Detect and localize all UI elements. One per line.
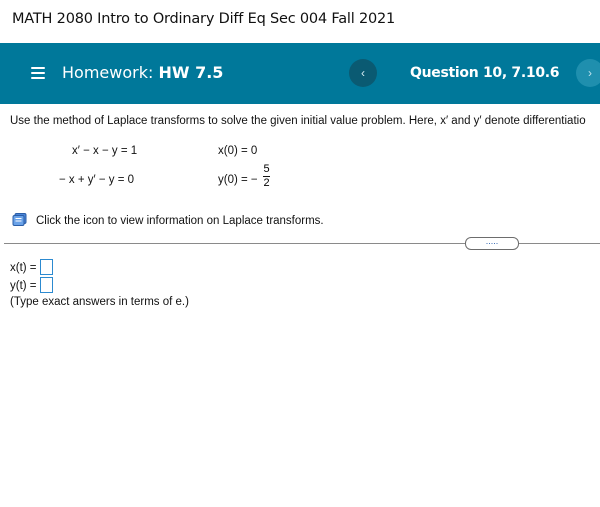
menu-icon[interactable] xyxy=(31,67,45,79)
homework-title[interactable] xyxy=(62,63,223,82)
fraction-five-halves xyxy=(262,163,271,190)
next-question-button[interactable]: › xyxy=(576,59,600,87)
equation-1: x′ − x − y = 1 xyxy=(72,145,138,157)
homework-name: HW 7.5 xyxy=(158,63,224,82)
previous-question-button[interactable]: ‹ xyxy=(349,59,377,87)
book-icon[interactable] xyxy=(12,213,27,226)
y-answer-input[interactable] xyxy=(40,277,53,293)
y-answer-label: y(t) = xyxy=(10,280,37,292)
initial-condition-y: y(0) = − xyxy=(218,174,258,186)
answer-hint-text: (Type exact answers in terms of e.) xyxy=(10,296,189,308)
homework-prefix: Homework: xyxy=(62,63,154,82)
x-answer-input[interactable] xyxy=(40,259,53,275)
homework-bar xyxy=(0,43,600,104)
equation-2: − x + y′ − y = 0 xyxy=(59,174,135,186)
answer-hint xyxy=(10,296,189,308)
question-label[interactable]: Question 10, 7.10.6 xyxy=(410,65,560,81)
course-title: MATH 2080 Intro to Ordinary Diff Eq Sec 004 Fall 2021 xyxy=(12,11,396,27)
laplace-info-link[interactable]: Click the icon to view information on Laplace transforms. xyxy=(36,215,324,227)
fraction-numerator: 5 xyxy=(263,163,270,175)
initial-condition-x: x(0) = 0 xyxy=(218,145,258,157)
problem-instructions: Use the method of Laplace transforms to solve the given initial value problem. Here, x′ and y′ denote differentiatio xyxy=(10,115,586,127)
fraction-denominator: 2 xyxy=(263,177,270,189)
x-answer-label: x(t) = xyxy=(10,262,37,274)
more-options-button[interactable]: ..... xyxy=(465,237,519,250)
